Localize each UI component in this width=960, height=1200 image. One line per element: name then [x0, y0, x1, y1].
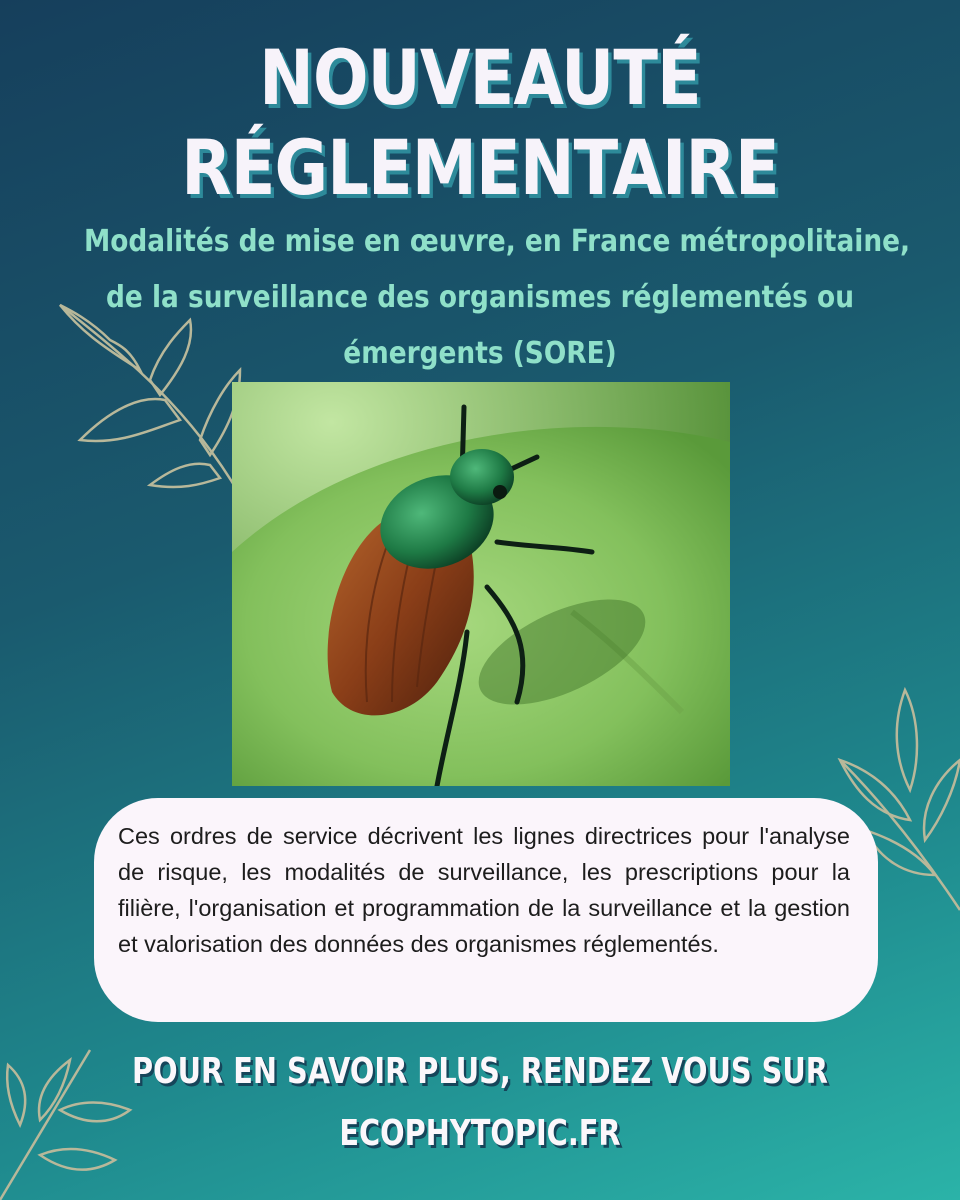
beetle-photo [232, 382, 730, 786]
title-line-2: RÉGLEMENTAIRE [181, 123, 779, 212]
description-text: Ces ordres de service décrivent les lignes directrices pour l'analyse de risque, les modalités de surveillance, les prescriptions pour la filière, l'organisation et programmation de la surveillance et la gestion et valorisation des données des organismes réglementés. [118, 823, 850, 957]
cta-line-1: POUR EN SAVOIR PLUS, RENDEZ VOUS SUR [132, 1051, 828, 1092]
description-box [94, 798, 878, 1022]
cta-website-link[interactable]: ECOPHYTOPIC.FR [339, 1113, 621, 1154]
subtitle [30, 214, 930, 382]
subtitle-line-3: émergents (SORE) [343, 336, 617, 371]
title-line-1: NOUVEAUTÉ [259, 33, 701, 122]
subtitle-line-1: Modalités de mise en œuvre, en France métropolitaine, [84, 224, 911, 259]
subtitle-line-2: de la surveillance des organismes réglementés ou [106, 280, 854, 315]
